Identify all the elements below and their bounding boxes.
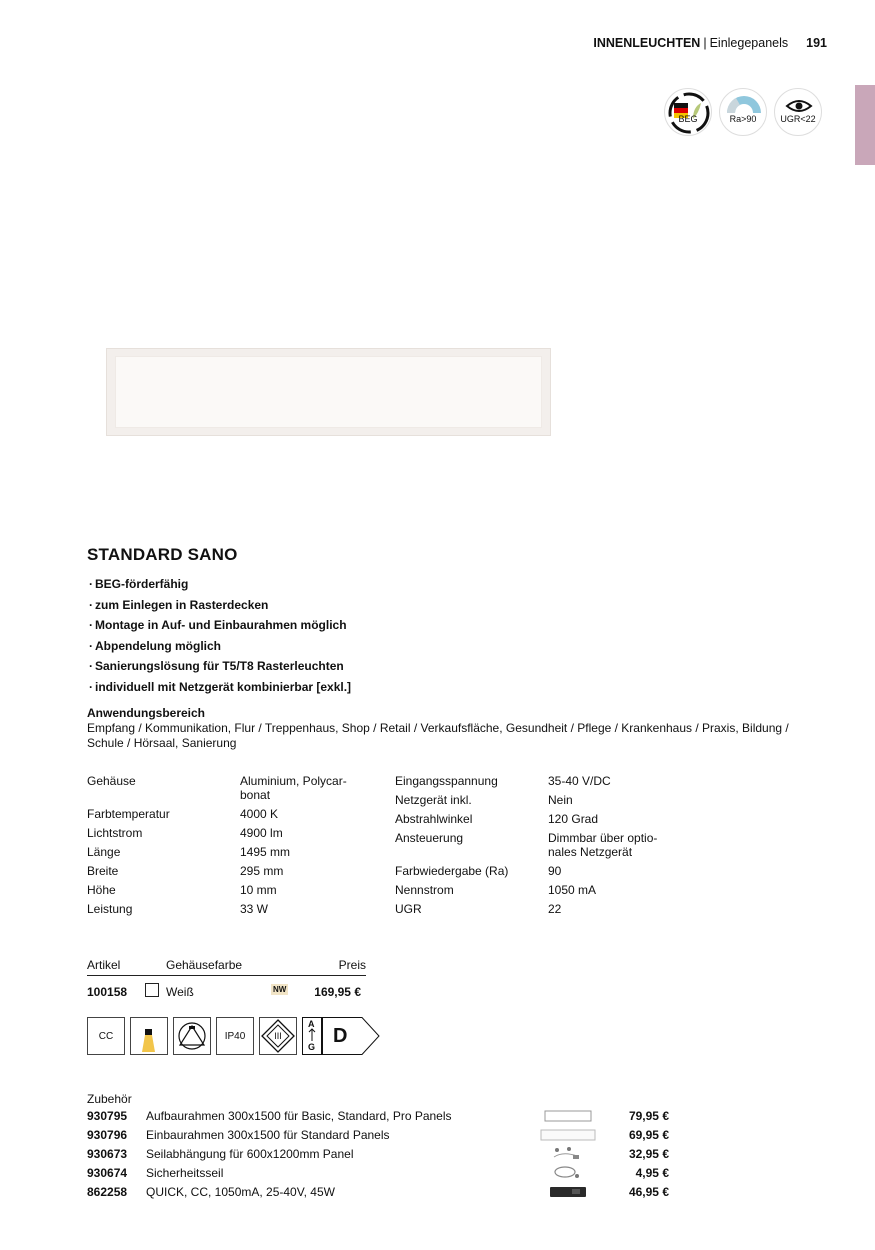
eye-glare-icon	[774, 88, 822, 136]
section-tab	[855, 85, 875, 165]
accessory-number: 930796	[87, 1128, 128, 1142]
panel-diffuser	[115, 356, 542, 428]
accessory-number: 930795	[87, 1109, 128, 1123]
spec-key: Ansteuerung	[395, 831, 464, 845]
spec-key: Abstrahlwinkel	[395, 812, 473, 826]
application-text: Empfang / Kommunikation, Flur / Treppenhaus, Shop / Retail / Verkaufsfläche, Gesundheit / Pflege / Krankenhaus / Praxis, Bildung / Schule / Hörsaal, Sanierung	[87, 721, 789, 750]
protection-class-iii-icon	[259, 1017, 297, 1055]
accessory-price: 79,95 €	[628, 1109, 669, 1123]
spec-value: Nein	[548, 793, 573, 807]
accessory-description: Einbaurahmen 300x1500 für Standard Panels	[146, 1128, 390, 1142]
page-header	[593, 36, 827, 50]
header-price: Preis	[338, 958, 366, 972]
spec-value: 90	[548, 864, 562, 878]
color-rendering-icon	[719, 88, 767, 136]
safety-cable-icon	[551, 1163, 583, 1181]
feature-item: · Sanierungslösung für T5/T8 Rasterleuchten	[89, 657, 351, 678]
accessory-number: 862258	[87, 1185, 128, 1199]
spec-value: 35-40 V/DC	[548, 774, 611, 788]
spec-value: nales Netzgerät	[548, 845, 633, 859]
spec-key: Farbtemperatur	[87, 807, 170, 821]
feature-list	[89, 575, 351, 698]
feature-item: · individuell mit Netzgerät kombinierbar [exkl.]	[89, 678, 351, 699]
accessory-description: QUICK, CC, 1050mA, 25-40V, 45W	[146, 1185, 335, 1199]
energy-class-value: D	[333, 1025, 348, 1047]
driver-icon	[548, 1185, 588, 1199]
article-number: 100158	[87, 985, 128, 999]
header-article: Artikel	[87, 958, 121, 972]
product-title: STANDARD SANO	[87, 545, 238, 564]
header-housing-color: Gehäusefarbe	[166, 958, 243, 972]
feature-item: · BEG-förderfähig	[89, 575, 351, 596]
spec-key: Eingangsspannung	[395, 774, 498, 788]
accessories-heading: Zubehör	[87, 1092, 132, 1106]
article-price: 169,95 €	[314, 985, 361, 999]
certification-badges	[664, 88, 822, 136]
accessory-price: 4,95 €	[635, 1166, 669, 1180]
spec-key: Lichtstrom	[87, 826, 143, 840]
color-temp-badge: NW	[273, 985, 287, 994]
spec-key: Länge	[87, 845, 121, 859]
product-image-panel	[106, 348, 551, 436]
beam-angle-icon	[173, 1017, 211, 1055]
feature-item: · zum Einlegen in Rasterdecken	[89, 596, 351, 617]
spec-value: Aluminium, Polycar-	[240, 774, 347, 788]
color-swatch-white	[145, 983, 159, 997]
list-item	[87, 1147, 672, 1166]
recessed-downlight-icon	[130, 1017, 168, 1055]
spec-value: 295 mm	[240, 864, 284, 878]
energy-label	[302, 1017, 380, 1055]
accessory-number: 930674	[87, 1166, 128, 1180]
accessory-price: 46,95 €	[628, 1185, 669, 1199]
application-heading: Anwendungsbereich	[87, 706, 206, 720]
badge-label-ugr: UGR<22	[780, 114, 816, 124]
feature-item: · Abpendelung möglich	[89, 637, 351, 658]
article-table	[87, 958, 366, 1000]
accessory-description: Sicherheitsseil	[146, 1166, 224, 1180]
suspension-kit-icon	[549, 1145, 585, 1163]
recessed-frame-icon	[540, 1128, 596, 1142]
spec-table-left	[87, 774, 387, 924]
list-item	[87, 1185, 672, 1204]
beg-germany-icon	[664, 88, 712, 136]
spec-value: Dimmbar über optio-	[548, 831, 658, 845]
accessory-description: Seilabhängung für 600x1200mm Panel	[146, 1147, 354, 1161]
ip-label: IP40	[224, 1030, 246, 1042]
accessory-price: 32,95 €	[628, 1147, 669, 1161]
spec-key: Nennstrom	[395, 883, 454, 897]
spec-value: 1050 mA	[548, 883, 597, 897]
feature-item: · Montage in Auf- und Einbaurahmen möglich	[89, 616, 351, 637]
spec-key: Höhe	[87, 883, 116, 897]
list-item	[87, 1109, 672, 1128]
spec-value: bonat	[240, 788, 271, 802]
badge-label-ra: Ra>90	[729, 114, 757, 124]
surface-frame-icon	[544, 1109, 592, 1123]
spec-value: 4900 lm	[240, 826, 283, 840]
spec-key: Gehäuse	[87, 774, 136, 788]
badge-label-beg: BEG	[678, 114, 698, 124]
spec-value: 33 W	[240, 902, 269, 916]
page-number: 191	[806, 36, 827, 50]
energy-scale-bottom: G	[308, 1042, 316, 1052]
energy-scale-top: A	[308, 1019, 315, 1029]
housing-color: Weiß	[166, 985, 194, 999]
article-table-header	[87, 958, 366, 976]
cc-icon	[87, 1017, 125, 1055]
spec-value: 10 mm	[240, 883, 277, 897]
header-category: INNENLEUCHTEN	[593, 36, 701, 50]
accessory-description: Aufbaurahmen 300x1500 für Basic, Standard, Pro Panels	[146, 1109, 452, 1123]
spec-key: Breite	[87, 864, 119, 878]
spec-value: 120 Grad	[548, 812, 599, 826]
accessory-number: 930673	[87, 1147, 128, 1161]
accessory-price: 69,95 €	[628, 1128, 669, 1142]
ip-rating-icon	[216, 1017, 254, 1055]
header-subcategory: Einlegepanels	[709, 36, 789, 50]
spec-key: UGR	[395, 902, 422, 916]
spec-value: 22	[548, 902, 562, 916]
protection-class-label: III	[274, 1031, 282, 1041]
spec-value: 4000 K	[240, 807, 279, 821]
spec-table-right	[395, 774, 695, 924]
spec-key: Farbwiedergabe (Ra)	[395, 864, 509, 878]
spec-key: Leistung	[87, 902, 133, 916]
spec-value: 1495 mm	[240, 845, 291, 859]
spec-key: Netzgerät inkl.	[395, 793, 472, 807]
header-separator: |	[703, 36, 707, 50]
cc-label: CC	[98, 1030, 114, 1042]
list-item	[87, 1166, 672, 1185]
table-row	[87, 976, 366, 1000]
